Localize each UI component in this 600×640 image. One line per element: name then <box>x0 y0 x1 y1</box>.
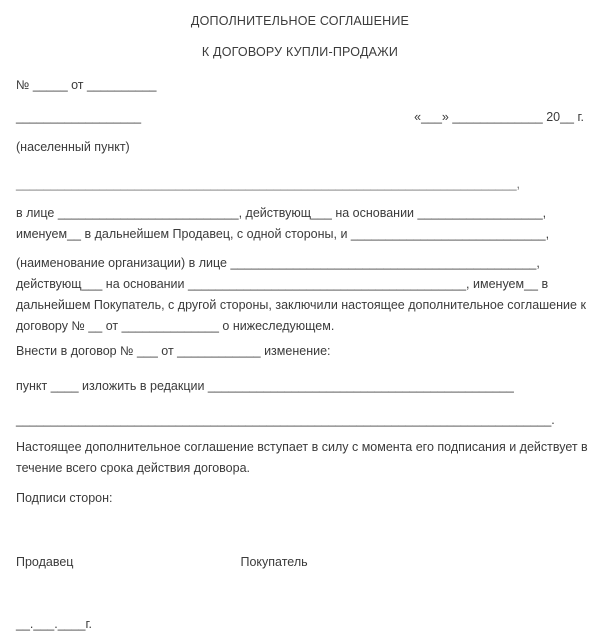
paragraph-line: (наименование организации) в лице ____________________________________________, <box>16 256 540 270</box>
signatures-row <box>16 552 584 572</box>
doc-title: ДОПОЛНИТЕЛЬНОЕ СОГЛАШЕНИЕ <box>190 14 410 28</box>
paragraph-line: дальнейшем Покупатель, с другой стороны, заключили настоящее дополнительное соглашение к <box>16 298 586 312</box>
place-caption: (населенный пункт) <box>16 140 130 154</box>
validity-paragraph <box>16 437 588 479</box>
organization-blank-line: ________________________________________________________________________, <box>16 177 521 191</box>
signatures-caption: Подписи сторон: <box>16 491 113 505</box>
buyer-party-paragraph <box>16 253 584 337</box>
date-bottom-line: __.___.____г. <box>16 617 93 631</box>
paragraph-line: Настоящее дополнительное соглашение вступает в силу с момента его подписания и действует в <box>16 440 588 454</box>
agreement-number-line: № _____ от __________ <box>16 78 157 92</box>
place-blank-field: __________________ <box>16 110 142 124</box>
clause-edit-line: пункт ____ изложить в редакции ____________________________________________ <box>16 379 514 393</box>
buyer-label: Покупатель <box>240 555 308 569</box>
amendment-line: Внести в договор № ___ от ____________ изменение: <box>16 344 331 358</box>
date-blank-field: «___» _____________ 20__ г. <box>414 110 584 124</box>
paragraph-line: договору № __ от ______________ о нижеследующем. <box>16 319 335 333</box>
paragraph-line: действующ___ на основании ________________________________________, именуем__ в <box>16 277 549 291</box>
seller-party-paragraph <box>16 203 584 245</box>
clause-blank-line: _____________________________________________________________________________. <box>16 413 555 427</box>
paragraph-line: именуем__ в дальнейшем Продавец, с одной стороны, и ____________________________, <box>16 227 550 241</box>
paragraph-line: течение всего срока действия договора. <box>16 461 251 475</box>
place-date-row <box>16 107 584 127</box>
seller-label: Продавец <box>16 555 74 569</box>
paragraph-line: в лице __________________________, действующ___ на основании __________________, <box>16 206 547 220</box>
doc-subtitle: К ДОГОВОРУ КУПЛИ-ПРОДАЖИ <box>201 45 399 59</box>
